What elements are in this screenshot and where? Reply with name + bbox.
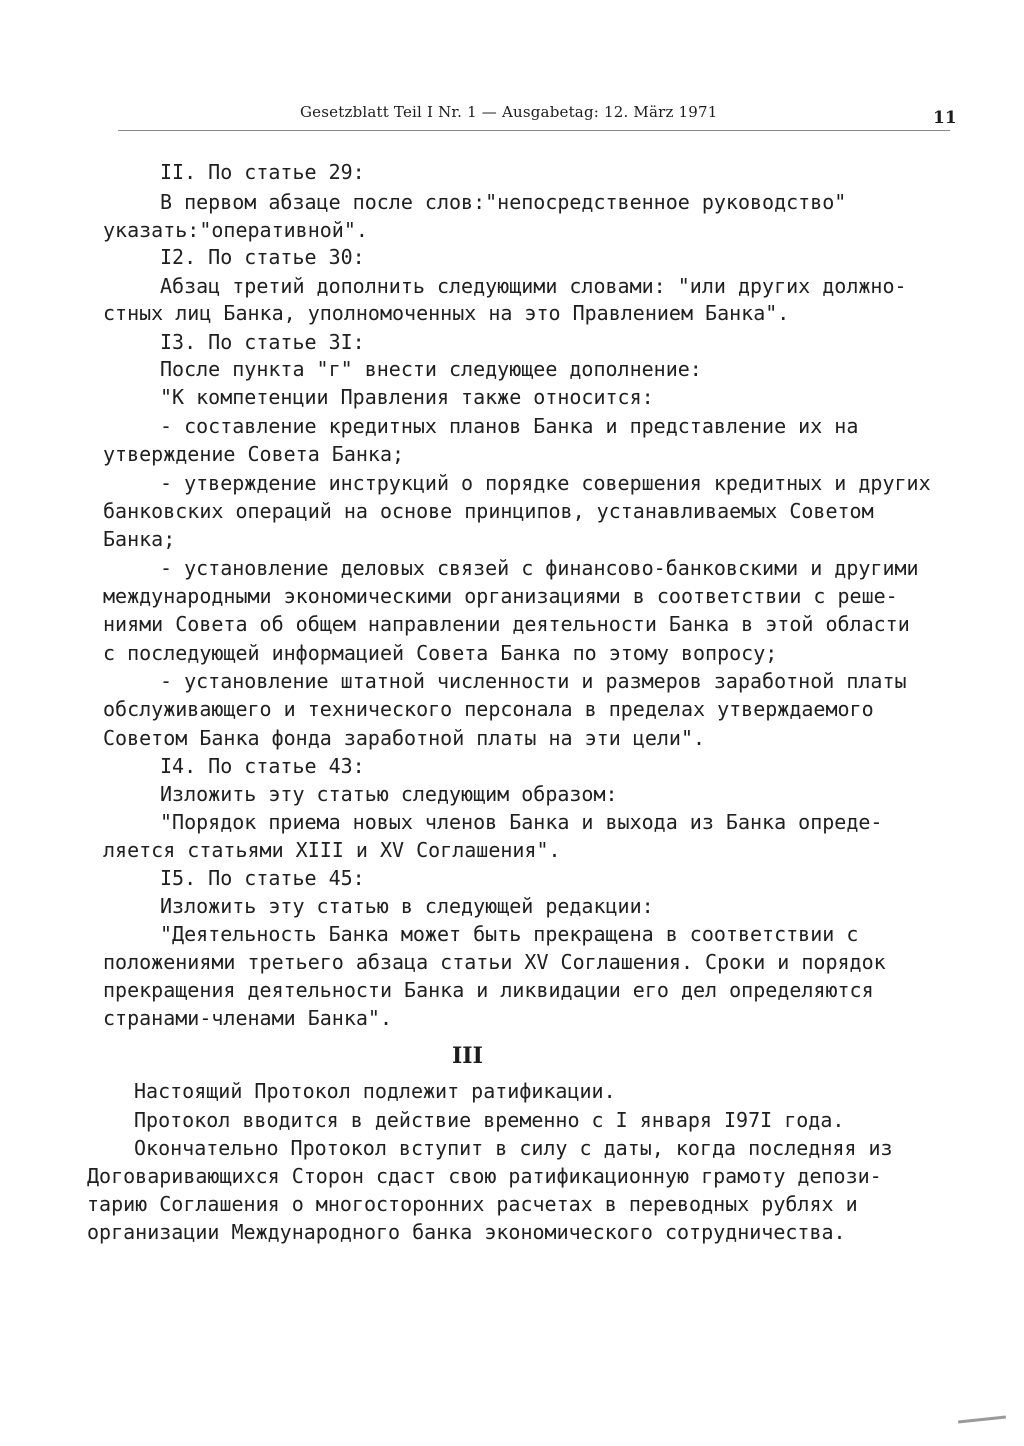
text-line: В первом абзаце после слов:"непосредственное руководство"	[160, 190, 847, 214]
text-line: утверждение Совета Банка;	[103, 442, 405, 466]
article-heading: I5. По статье 45:	[160, 866, 365, 890]
text-line: странами-членами Банка".	[103, 1006, 392, 1030]
text-line: прекращения деятельности Банка и ликвидации его дел определяются	[103, 978, 874, 1002]
article-heading: I2. По статье 30:	[160, 245, 365, 269]
text-line: - утверждение инструкций о порядке совершения кредитных и других	[160, 471, 931, 495]
scan-mark	[958, 1415, 1006, 1423]
text-line: - установление штатной численности и размеров заработной платы	[160, 669, 907, 693]
text-line: обслуживающего и технического персонала в пределах утверждаемого	[103, 697, 874, 721]
text-line: Советом Банка фонда заработной платы на эти цели".	[103, 726, 706, 750]
section-mark: III	[452, 1043, 483, 1069]
text-line: с последующей информацией Совета Банка по этому вопросу;	[103, 641, 778, 665]
text-line: международными экономическими организациями в соответствии с реше-	[103, 584, 898, 608]
text-line: "К компетенции Правления также относится:	[160, 385, 654, 409]
text-line: Изложить эту статью в следующей редакции:	[160, 894, 654, 918]
running-header: Gesetzblatt Teil I Nr. 1 — Ausgabetag: 12. März 1971	[300, 103, 718, 121]
text-line: - установление деловых связей с финансово-банковскими и другими	[160, 556, 919, 580]
closing-line: тарию Соглашения о многосторонних расчетах в переводных рублях и	[87, 1192, 858, 1216]
text-line: ляется статьями XIII и XV Соглашения".	[103, 838, 561, 862]
text-line: После пункта "г" внести следующее дополнение:	[160, 357, 702, 381]
closing-line: Настоящий Протокол подлежит ратификации.	[134, 1079, 616, 1103]
text-line: ниями Совета об общем направлении деятельности Банка в этой области	[103, 612, 910, 636]
text-line: положениями третьего абзаца статьи XV Соглашения. Сроки и порядок	[103, 950, 886, 974]
closing-line: Окончательно Протокол вступит в силу с даты, когда последняя из	[134, 1136, 893, 1160]
article-heading: I3. По статье 3I:	[160, 330, 365, 354]
article-heading: I4. По статье 43:	[160, 754, 365, 778]
text-line: Банка;	[103, 527, 176, 551]
closing-line: Договаривающихся Сторон сдаст свою ратификационную грамоту депози-	[87, 1164, 882, 1188]
page-number: 11	[933, 108, 957, 128]
text-line: указать:"оперативной".	[103, 218, 368, 242]
text-line: банковских операций на основе принципов, устанавливаемых Советом	[103, 499, 874, 523]
header-rule	[118, 130, 950, 131]
article-heading: II. По статье 29:	[160, 160, 365, 184]
text-line: Изложить эту статью следующим образом:	[160, 782, 618, 806]
closing-line: организации Международного банка экономического сотрудничества.	[87, 1220, 846, 1244]
closing-line: Протокол вводится в действие временно с I января I97I года.	[134, 1108, 845, 1132]
text-line: - составление кредитных планов Банка и представление их на	[160, 414, 859, 438]
text-line: стных лиц Банка, уполномоченных на это Правлением Банка".	[103, 301, 790, 325]
text-line: "Деятельность Банка может быть прекращена в соответствии с	[160, 922, 859, 946]
text-line: Абзац третий дополнить следующими словами: "или других должно-	[160, 274, 907, 298]
text-line: "Порядок приема новых членов Банка и выхода из Банка опреде-	[160, 810, 883, 834]
